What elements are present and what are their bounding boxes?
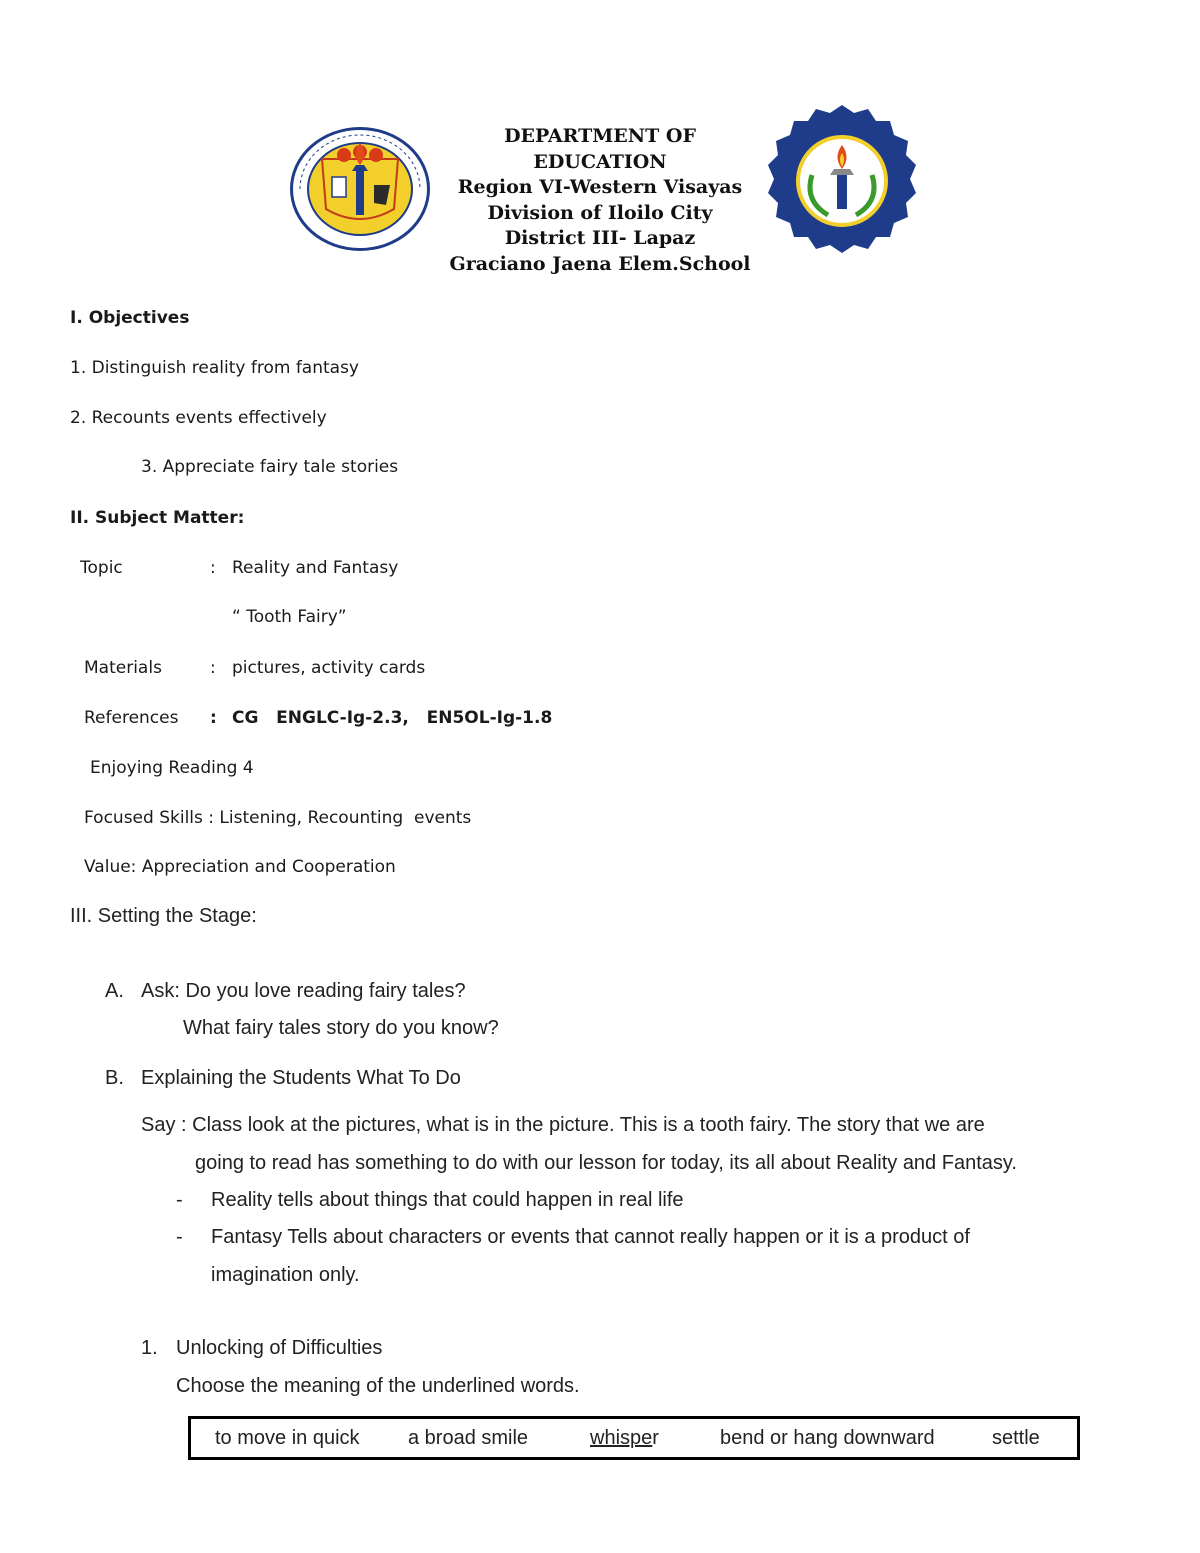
- choice-bend-downward: bend or hang downward: [720, 1427, 935, 1449]
- value-line: Value: Appreciation and Cooperation: [84, 857, 396, 877]
- objective-item-3: 3. Appreciate fairy tale stories: [141, 457, 399, 477]
- choice-whisper[interactable]: [590, 1427, 659, 1450]
- item-a-question: Ask: Do you love reading fairy tales?: [141, 980, 466, 1002]
- topic-story-title: “ Tooth Fairy”: [232, 607, 347, 627]
- topic-label: Topic: [80, 558, 123, 578]
- item-b-title: Explaining the Students What To Do: [141, 1067, 461, 1089]
- unlocking-marker: 1.: [141, 1337, 158, 1359]
- choice-broad-smile: a broad smile: [408, 1427, 529, 1449]
- item-b-marker: B.: [105, 1067, 124, 1089]
- header-district: District III- Lapaz: [504, 227, 696, 249]
- school-seal-logo: [766, 103, 918, 259]
- objective-item-1: 1. Distinguish reality from fantasy: [70, 358, 359, 378]
- header-department: DEPARTMENT OF EDUCATION: [504, 125, 696, 173]
- bullet-fantasy: Fantasy Tells about characters or events that cannot really happen or it is a product of: [211, 1226, 970, 1248]
- references-colon: :: [210, 708, 217, 728]
- header-division: Division of Iloilo City: [487, 201, 713, 224]
- deped-seal-logo: [288, 125, 432, 253]
- topic-value: Reality and Fantasy: [232, 558, 399, 578]
- school-header: [440, 124, 760, 277]
- setting-stage-heading: III. Setting the Stage:: [70, 905, 257, 927]
- header-region: Region VI-Western Visayas: [457, 176, 743, 198]
- choice-whisper-tail: r: [652, 1427, 659, 1449]
- bullet-reality: Reality tells about things that could happen in real life: [211, 1189, 684, 1211]
- choice-whisper-underlined[interactable]: whispe: [590, 1427, 653, 1449]
- materials-label: Materials: [84, 658, 162, 678]
- objective-item-2: 2. Recounts events effectively: [70, 408, 327, 428]
- word-choices-box: [188, 1416, 1080, 1460]
- say-line-2: going to read has something to do with our lesson for today, its all about Reality and Fantasy.: [195, 1152, 1017, 1174]
- item-a-marker: A.: [105, 980, 124, 1002]
- bullet-dash-1: -: [176, 1189, 183, 1211]
- choice-whisper-link[interactable]: [590, 1427, 652, 1449]
- unlocking-instruction: Choose the meaning of the underlined words.: [176, 1375, 580, 1397]
- subject-matter-heading: II. Subject Matter:: [70, 508, 245, 528]
- say-line-1: Say : Class look at the pictures, what is in the picture. This is a tooth fairy. The story that we are: [141, 1114, 985, 1136]
- topic-colon: :: [210, 558, 216, 578]
- focused-skills: Focused Skills : Listening, Recounting events: [84, 808, 472, 828]
- item-a-question-2: What fairy tales story do you know?: [183, 1017, 499, 1039]
- choice-move-quick: to move in quick: [215, 1427, 360, 1449]
- choice-settle: settle: [992, 1427, 1040, 1449]
- materials-value: pictures, activity cards: [232, 658, 426, 678]
- bullet-fantasy-cont: imagination only.: [211, 1264, 360, 1286]
- bullet-dash-2: -: [176, 1226, 183, 1248]
- references-label: References: [84, 708, 179, 728]
- objectives-heading: I. Objectives: [70, 308, 190, 328]
- references-value: CG ENGLC-Ig-2.3, EN5OL-Ig-1.8: [232, 708, 553, 728]
- unlocking-heading: Unlocking of Difficulties: [176, 1337, 383, 1359]
- header-school: Graciano Jaena Elem.School: [449, 252, 751, 275]
- reading-reference: Enjoying Reading 4: [90, 758, 254, 778]
- materials-colon: :: [210, 658, 216, 678]
